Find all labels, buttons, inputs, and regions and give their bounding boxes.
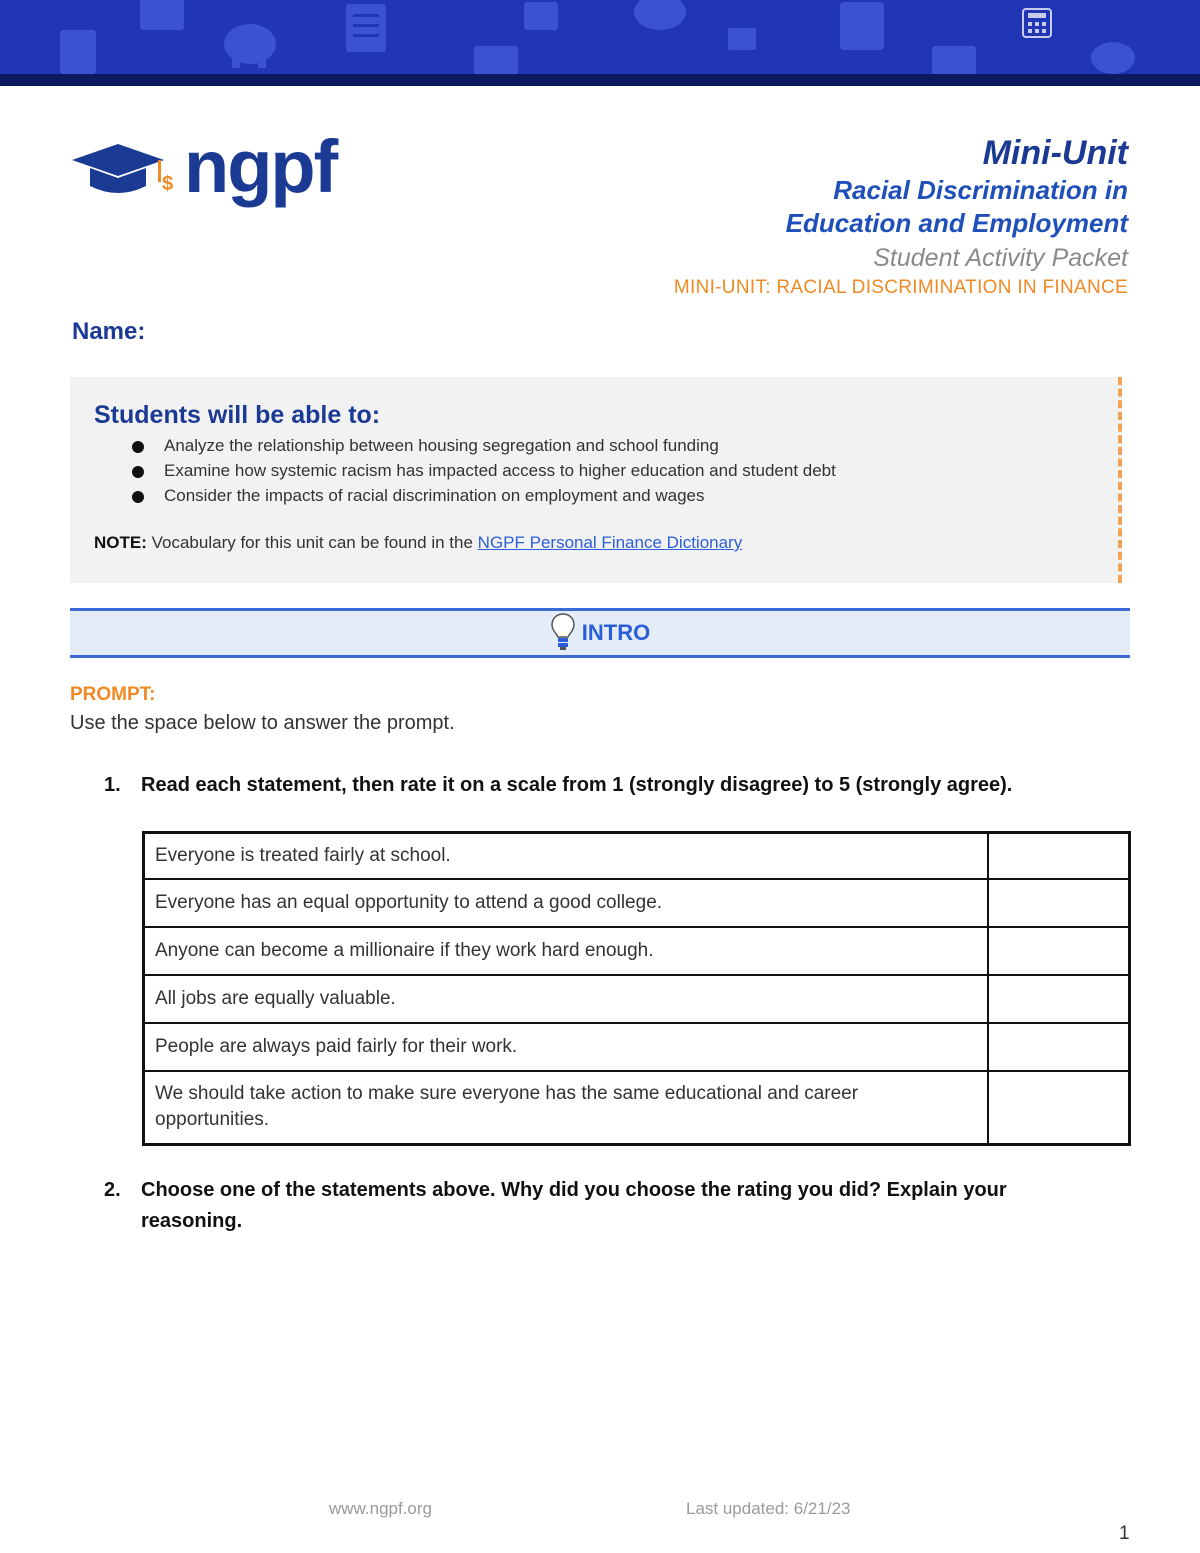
table-row [144, 1023, 1130, 1071]
table-row [144, 833, 1130, 879]
piggy-bank-icon [1090, 38, 1136, 74]
table-row [144, 1071, 1130, 1145]
rating-cell[interactable] [988, 975, 1130, 1023]
packet-label: Student Activity Packet [873, 244, 1128, 272]
objective-item: Analyze the relationship between housing segregation and school funding [132, 433, 836, 458]
intro-section-header [70, 608, 1130, 658]
question-text: Choose one of the statements above. Why did you choose the rating you did? Explain your reasoning. [141, 1179, 1007, 1232]
unit-title-line-1: Racial Discrimination in [833, 175, 1128, 205]
document-icon [140, 0, 184, 30]
rating-table [142, 831, 1131, 1146]
note-text: Vocabulary for this unit can be found in the [146, 533, 478, 552]
piggy-bank-icon [632, 0, 690, 34]
question-number: 1. [104, 774, 121, 796]
objectives-title: Students will be able to: [94, 401, 381, 429]
header-banner [0, 0, 1200, 74]
prompt-label: PROMPT: [70, 684, 156, 705]
statement-cell: All jobs are equally valuable. [144, 975, 988, 1023]
footer-url: www.ngpf.org [329, 1499, 432, 1518]
svg-text:$: $ [162, 173, 174, 195]
footer-last-updated: Last updated: 6/21/23 [686, 1499, 851, 1518]
objective-item: Consider the impacts of racial discrimination on employment and wages [132, 483, 836, 508]
lightbulb-icon [550, 611, 576, 656]
question-2 [104, 1175, 1114, 1237]
folder-icon [474, 42, 518, 74]
title-block [528, 134, 1128, 302]
rating-cell[interactable] [988, 879, 1130, 927]
rating-cell[interactable] [988, 927, 1130, 975]
question-1 [104, 770, 1104, 832]
dictionary-link[interactable]: NGPF Personal Finance Dictionary [477, 533, 743, 552]
note-label: NOTE: [94, 533, 147, 552]
statement-cell: Everyone has an equal opportunity to attend a good college. [144, 879, 988, 927]
folder-icon [728, 28, 756, 50]
name-field-label: Name: [72, 318, 146, 345]
page-number: 1 [1119, 1523, 1130, 1544]
table-row [144, 975, 1130, 1023]
doc-type-title: Mini-Unit [982, 134, 1128, 172]
objectives-list [132, 433, 836, 508]
statement-cell: We should take action to make sure everyone has the same educational and career opportunities. [144, 1071, 988, 1145]
intro-label: INTRO [581, 620, 651, 645]
calculator-icon [1022, 8, 1052, 38]
table-row [144, 879, 1130, 927]
unit-title-line-2: Education and Employment [785, 208, 1128, 238]
calculator-icon [524, 2, 558, 30]
logo-text: ngpf [184, 125, 337, 208]
folder-icon [932, 46, 976, 74]
prompt-text: Use the space below to answer the prompt. [70, 712, 455, 734]
ngpf-logo [72, 125, 362, 220]
statement-cell: Anyone can become a millionaire if they work hard enough. [144, 927, 988, 975]
table-row [144, 927, 1130, 975]
question-text: Read each statement, then rate it on a scale from 1 (strongly disagree) to 5 (strongly agree). [141, 774, 1013, 796]
statement-cell: Everyone is treated fairly at school. [144, 833, 988, 879]
unit-name: MINI-UNIT: RACIAL DISCRIMINATION IN FINANCE [673, 277, 1128, 298]
vocabulary-note [94, 533, 742, 553]
banner-divider [0, 74, 1200, 86]
statement-cell: People are always paid fairly for their work. [144, 1023, 988, 1071]
document-icon [346, 4, 386, 52]
document-icon [60, 30, 96, 74]
rating-cell[interactable] [988, 1023, 1130, 1071]
question-number: 2. [104, 1179, 121, 1201]
piggy-bank-icon [222, 16, 280, 68]
calculator-icon [840, 2, 884, 50]
rating-cell[interactable] [988, 1071, 1130, 1145]
objectives-box [70, 377, 1122, 583]
rating-cell[interactable] [988, 833, 1130, 879]
objective-item: Examine how systemic racism has impacted access to higher education and student debt [132, 458, 836, 483]
